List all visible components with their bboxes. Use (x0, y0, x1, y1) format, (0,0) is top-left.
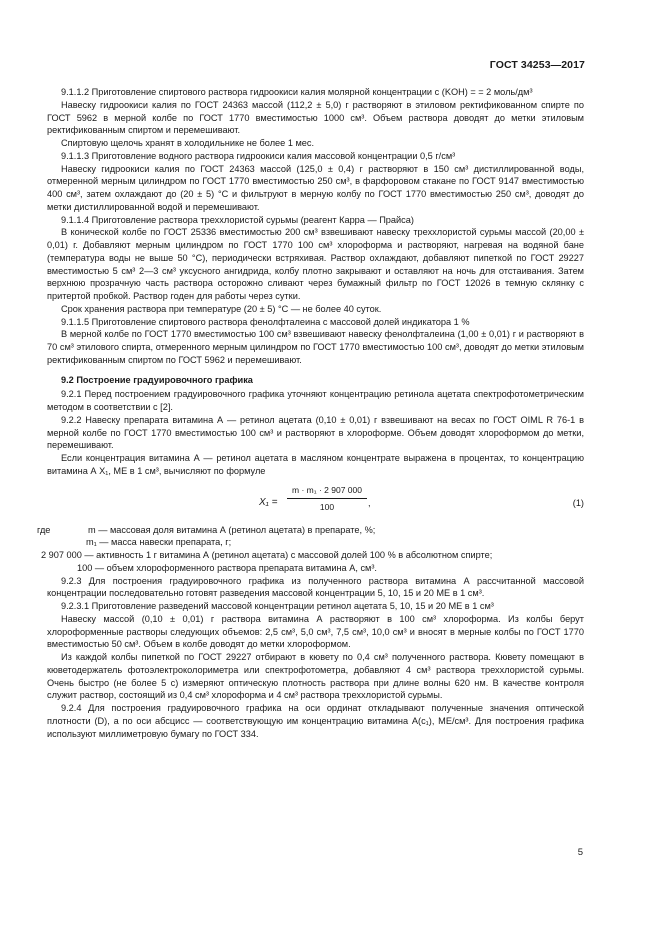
formula-number: (1) (572, 497, 584, 508)
page-number: 5 (577, 847, 583, 858)
where-v (47, 562, 584, 575)
paragraph: 9.1.1.4 Приготовление раствора треххлористой сурьмы (реагент Карра — Прайса) (61, 214, 414, 225)
where-m1 (47, 536, 584, 549)
where-m-text: m — массовая доля витамина А (ретинол ацетата) в препарате, %; (88, 524, 376, 535)
paragraph: Навеску гидроокиси калия по ГОСТ 24363 массой (125,0 ± 0,4) г растворяют в 150 см³ дистиллированной воды, отмеренной мерным цилиндром по ГОСТ 1770 вместимостью 250 см³, в фарфоровом стакане по ГОСТ 9147 вместимостью 400 см³, затем охлаждают до (20 ± 5) °С и фильтруют в мерную колбу по ГОСТ 1770 вместимостью 250 см³, доводят до метки дистиллированной водой и перемешивают. (47, 163, 584, 212)
where-m (37, 524, 584, 537)
formula-denominator: 100 (319, 502, 335, 513)
formula-numerator: m · m₁ · 2 907 000 (287, 484, 367, 500)
document-code: ГОСТ 34253—2017 (489, 59, 585, 71)
paragraph: 9.2.2 Навеску препарата витамина А — ретинол ацетата (0,10 ± 0,01) г взвешивают на весах по ГОСТ OIML R 76-1 в мерной колбе по ГОСТ 1770 вместимостью 100 см³ и растворяют в хлороформе. Объем доводят хлороформом до метки, перемешивают. (47, 414, 584, 451)
where-m1-text: m₁ — масса навески препарата, г; (86, 537, 232, 548)
paragraph: 9.1.1.5 Приготовление спиртового раствора фенолфталеина с массовой долей индикатора 1 % (61, 316, 470, 327)
paragraph: 9.2.4 Для построения градуировочного графика на оси ординат откладывают полученные значения оптической плотности (D), а по оси абсцисс — соответствующую им концентрацию витамина A(c₁), МЕ/см³. Для построения графика используют миллиметровую бумагу по ГОСТ 334. (47, 703, 584, 739)
paragraph: Навеску массой (0,10 ± 0,01) г раствора витамина А растворяют в 100 см³ хлороформа. Из колбы берут хлороформенные растворы следующих объемов: 2,5 см³, 5,0 см³, 7,5 см³, 10,0 см³ и вносят в мерные колбы по ГОСТ 1770 вместимостью 50 см³. Объем в колбе доводят до метки хлороформом. (47, 613, 584, 650)
where-label: где (37, 524, 51, 535)
paragraph: 9.2.3 Для построения градуировочного графика из полученного раствора витамина А рассчитанной массовой концентрации последовательно готовят разведения массовой концентрации 5, 10, 15 и 20 МЕ в 1 см³. (47, 575, 584, 599)
where-k (41, 549, 584, 562)
paragraph: Из каждой колбы пипеткой по ГОСТ 29227 отбирают в кювету по 0,4 см³ полученного раствора. Кювету помещают в кюветодержатель фотоэлектроколориметра или спектрофотометра, добавляют 4 см³ раствора треххлористой сурьмы. Очень быстро (не более 5 с) измеряют оптическую плотность раствора при длине волны 620 нм. В качестве контроля служит раствор, состоящий из 0,4 см³ хлороформа и 4 см³ раствора треххлористой сурьмы. (47, 652, 584, 701)
paragraph: Срок хранения раствора при температуре (20 ± 5) °С — не более 40 суток. (61, 303, 382, 314)
formula-1 (47, 484, 584, 520)
paragraph: 9.2.1 Перед построением градуировочного графика уточняют концентрацию ретинола ацетата спектрофотометрическим методом в соответствии с [2]. (47, 389, 584, 412)
formula-comma: , (368, 497, 371, 508)
section-heading: 9.2 Построение градуировочного графика (61, 374, 253, 385)
paragraph: Навеску гидроокиси калия по ГОСТ 24363 массой (112,2 ± 5,0) г растворяют в этиловом ректификованном спирте по ГОСТ 5962 в мерной колбе по ГОСТ 1770 вместимостью 1000 см³. Объем раствора доводят до метки этиловым ректификованным спиртом и перемешивают. (47, 99, 584, 136)
paragraph: Если концентрация витамина А — ретинол ацетата в масляном концентрате выражена в процентах, то концентрацию витамина А X₁, МЕ в 1 см³, вычисляют по формуле (47, 453, 584, 476)
formula-lhs: X₁ = (259, 496, 278, 508)
paragraph: Спиртовую щелочь хранят в холодильнике не более 1 мес. (61, 138, 315, 148)
paragraph: 9.1.1.3 Приготовление водного раствора гидроокиси калия массовой концентрации 0,5 г/см³ (61, 150, 456, 161)
paragraph: В мерной колбе по ГОСТ 1770 вместимостью 100 см³ взвешивают навеску фенолфталеина (1,00 ± 0,01) г и растворяют в 70 см³ этилового спирта, отмеренного мерным цилиндром по ГОСТ 1770 вместимостью 100 см³, доводят до метки этиловым ректификованным спиртом по ГОСТ 5962 и перемешивают. (47, 329, 584, 365)
paragraph: 9.1.1.2 Приготовление спиртового раствора гидроокиси калия молярной концентрации c (KOH) = = 2 моль/дм³ (61, 87, 533, 97)
document-body (37, 86, 584, 740)
paragraph: В конической колбе по ГОСТ 25336 вместимостью 200 см³ взвешивают навеску треххлористой сурьмы массой (20,00 ± 0,01) г. Добавляют мерным цилиндром по ГОСТ 1770 100 см³ хлороформа и растворяют, нагревая на водяной бане (температура воды не выше 50 °С), периодически встряхивая. Раствор охлаждают, добавляют пипеткой по ГОСТ 29227 вместимостью 5 см³ 2—3 см³ уксусного ангидрида, колбу плотно закрывают и оставляют на ночь для отстаивания. Затем верхнюю прозрачную часть раствора осторожно сливают через бумажный фильтр по ГОСТ 12026 в темную склянку с притертой пробкой. Раствор годен для работы через сутки. (47, 227, 584, 301)
where-k-text: 2 907 000 — активность 1 г витамина А (ретинол ацетата) с массовой долей 100 % в абсолютном спирте; (41, 550, 493, 560)
paragraph: 9.2.3.1 Приготовление разведений массовой концентрации ретинол ацетата 5, 10, 15 и 20 МЕ в 1 см³ (61, 601, 494, 611)
formula-fraction (287, 484, 367, 515)
where-v-text: 100 — объем хлороформенного раствора препарата витамина А, см³. (77, 562, 377, 573)
